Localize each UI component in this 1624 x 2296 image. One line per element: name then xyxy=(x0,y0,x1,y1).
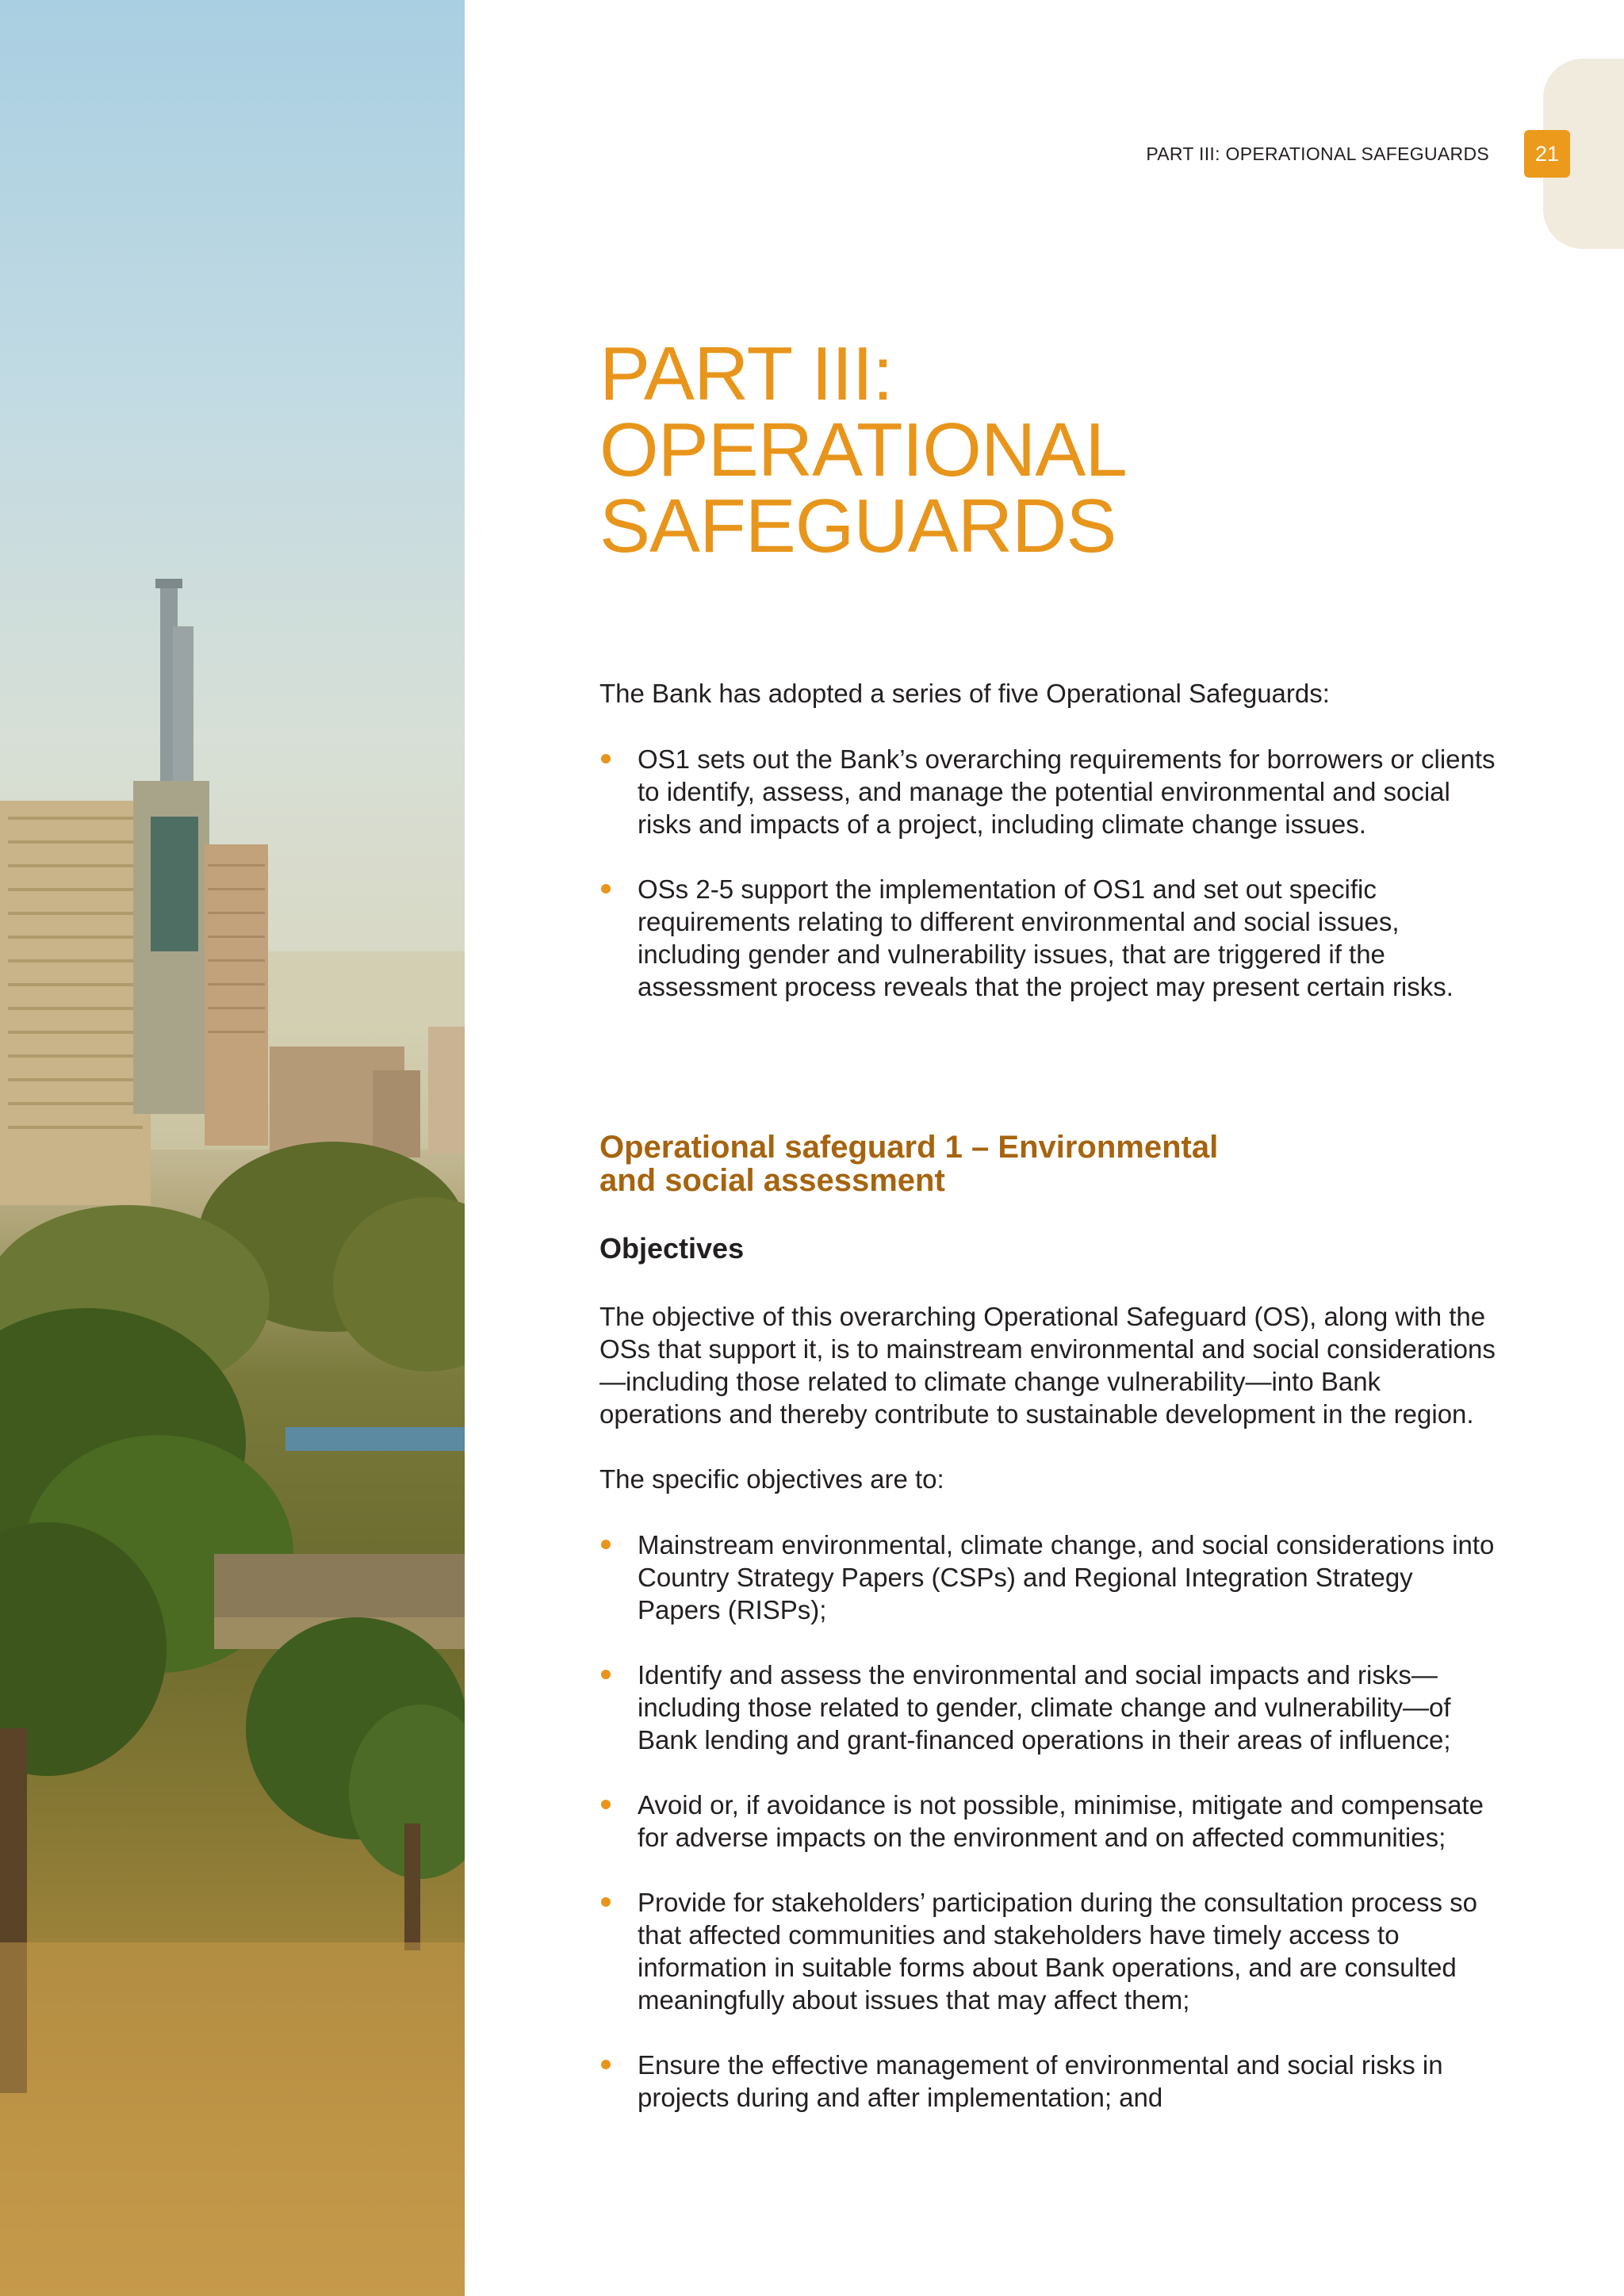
skyline-illustration xyxy=(0,0,465,2296)
list-item xyxy=(599,743,1496,840)
list-item-text: Identify and assess the environmental and social impacts and risks—including those related to gender, climate change and vulnerability—of Bank lending and grant-financed operations in their areas of influence; xyxy=(638,1660,1451,1755)
list-item xyxy=(599,1529,1496,1626)
list-item-text: OS1 sets out the Bank’s overarching requirements for borrowers or clients to identify, assess, and manage the potential environmental and social risks and impacts of a project, including climate change issues. xyxy=(638,744,1496,839)
list-item xyxy=(599,2049,1496,2114)
sub-heading-objectives: Objectives xyxy=(599,1232,745,1265)
list-item-text: Avoid or, if avoidance is not possible, minimise, mitigate and compensate for adverse impacts on the environment and on affected communities; xyxy=(638,1790,1484,1852)
list-item xyxy=(599,1886,1496,2016)
list-item-text: Provide for stakeholders’ participation during the consultation process so that affected communities and stakeholders have timely access to information in suitable forms about Bank operations, and are consulted meaningfully about issues that may affect them; xyxy=(638,1888,1478,2015)
bullet-dot-icon xyxy=(601,1540,611,1549)
bullet-dot-icon xyxy=(601,1800,611,1809)
bullet-dot-icon xyxy=(601,1897,611,1907)
intro-bullet-list xyxy=(599,743,1496,1035)
objectives-bullet-list xyxy=(599,1529,1496,2146)
list-item-text: Ensure the effective management of environmental and social risks in projects during and after implementation; and xyxy=(638,2050,1443,2112)
list-item xyxy=(599,1789,1496,1854)
bullet-dot-icon xyxy=(601,1670,611,1679)
objective-paragraph: The objective of this overarching Operational Safeguard (OS), along with the OSs that support it, is to mainstream environmental and social considerations—including those related to climate change vulnerability—into Bank operations and thereby contribute to sustainable development in the region. xyxy=(599,1302,1496,1429)
part-title-line-3: SAFEGUARDS xyxy=(599,484,1116,568)
list-item xyxy=(599,873,1496,1003)
specific-objectives-intro: The specific objectives are to: xyxy=(599,1464,944,1494)
bullet-dot-icon xyxy=(601,754,611,763)
running-head: PART III: OPERATIONAL SAFEGUARDS xyxy=(1146,144,1489,164)
bullet-dot-icon xyxy=(601,2060,611,2069)
list-item-text: OSs 2-5 support the implementation of OS1 and set out specific requirements relating to different environmental and social issues, including gender and vulnerability issues, that are triggered if the assessment process reveals that the project may present certain risks. xyxy=(638,874,1454,1001)
page-number-badge: 21 xyxy=(1524,130,1570,178)
part-title xyxy=(599,331,1127,568)
section-heading xyxy=(599,1131,1496,1197)
list-item-text: Mainstream environmental, climate change, and social considerations into Country Strategy Papers (CSPs) and Regional Integration Strategy Papers (RISPs); xyxy=(638,1530,1495,1624)
list-item xyxy=(599,1659,1496,1756)
part-title-line-1: PART III: xyxy=(599,331,893,416)
section-heading-line-1: Operational safeguard 1 – Environmental xyxy=(599,1130,1219,1165)
cover-photo-city-skyline xyxy=(0,0,465,2296)
intro-paragraph: The Bank has adopted a series of five Operational Safeguards: xyxy=(599,679,1330,708)
part-title-line-2: OPERATIONAL xyxy=(599,408,1127,492)
bullet-dot-icon xyxy=(601,884,611,894)
section-heading-line-2: and social assessment xyxy=(599,1163,945,1198)
